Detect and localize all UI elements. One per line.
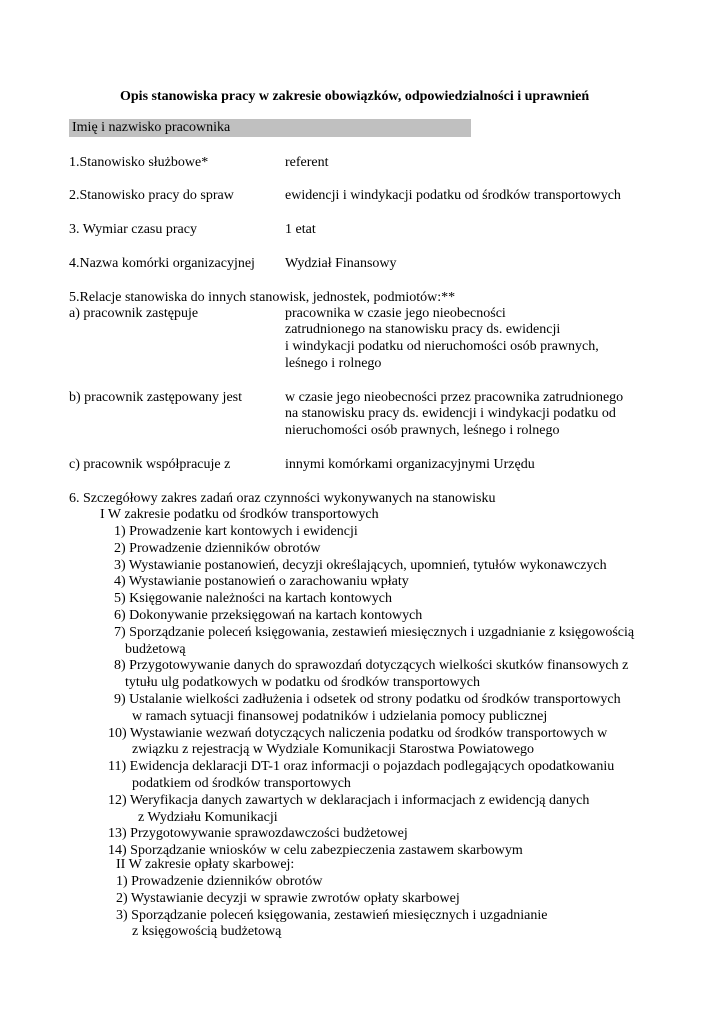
duty-item-continuation: tytułu ulg podatkowych w podatku od środków transportowych — [125, 675, 481, 690]
duty-item: 11) Ewidencja deklaracji DT-1 oraz informacji o pojazdach podlegających opodatkowaniu — [108, 759, 615, 774]
duty-item-continuation: z Wydziału Komunikacji — [138, 810, 278, 825]
duty-item-continuation: podatkiem od środków transportowych — [132, 776, 351, 791]
relation-a-line: i windykacji podatku od nieruchomości osób prawnych, — [285, 339, 599, 354]
relations-heading: 5.Relacje stanowiska do innych stanowisk, jednostek, podmiotów:** — [69, 290, 456, 305]
duty-item: 12) Weryfikacja danych zawartych w deklaracjach i informacjach z ewidencją danych — [108, 793, 590, 808]
duty-item: 3) Wystawianie postanowień, decyzji określających, upomnień, tytułów wykonawczych — [114, 558, 607, 573]
field-value: ewidencji i windykacji podatku od środków transportowych — [285, 188, 621, 203]
duty-item-continuation: budżetową — [125, 642, 186, 657]
relation-b-label: b) pracownik zastępowany jest — [69, 390, 242, 405]
relation-c-label: c) pracownik współpracuje z — [69, 457, 231, 472]
field-label: 4.Nazwa komórki organizacyjnej — [69, 256, 255, 271]
duty-item: 2) Wystawianie decyzji w sprawie zwrotów opłaty skarbowej — [116, 891, 460, 906]
duties-section-2: II W zakresie opłaty skarbowej: — [116, 857, 295, 872]
duty-item: 3) Sporządzanie poleceń księgowania, zestawień miesięcznych i uzgadnianie — [116, 908, 548, 923]
duty-item: 4) Wystawianie postanowień o zarachowaniu wpłaty — [114, 574, 409, 589]
duty-item: 5) Księgowanie należności na kartach kontowych — [114, 591, 392, 606]
relation-b-line: nieruchomości osób prawnych, leśnego i rolnego — [285, 423, 560, 438]
relation-a-line: leśnego i rolnego — [285, 356, 382, 371]
field-label: 2.Stanowisko pracy do spraw — [69, 188, 234, 203]
duty-item: 14) Sporządzanie wniosków w celu zabezpieczenia zastawem skarbowym — [108, 843, 523, 858]
field-label: 1.Stanowisko służbowe* — [69, 155, 209, 170]
field-value: Wydział Finansowy — [285, 256, 397, 271]
relation-b-line: na stanowisku pracy ds. ewidencji i windykacji podatku od — [285, 406, 616, 421]
duty-item-continuation: w ramach sytuacji finansowej podatników i udzielania pomocy publicznej — [132, 709, 548, 724]
duty-item-continuation: związku z rejestracją w Wydziale Komunikacji Starostwa Powiatowego — [132, 742, 535, 757]
duty-item: 1) Prowadzenie dzienników obrotów — [116, 874, 323, 889]
relation-a-label: a) pracownik zastępuje — [69, 306, 199, 321]
duty-item: 1) Prowadzenie kart kontowych i ewidencji — [114, 524, 358, 539]
field-value: 1 etat — [285, 222, 316, 237]
duty-item: 13) Przygotowywanie sprawozdawczości budżetowej — [108, 826, 408, 841]
relation-c-value: innymi komórkami organizacyjnymi Urzędu — [285, 457, 535, 472]
document-title: Opis stanowiska pracy w zakresie obowiązków, odpowiedzialności i uprawnień — [120, 89, 590, 104]
relation-a-line: zatrudnionego na stanowisku pracy ds. ewidencji — [285, 322, 561, 337]
employee-name-label: Imię i nazwisko pracownika — [72, 120, 231, 135]
duty-item: 9) Ustalanie wielkości zadłużenia i odsetek od strony podatku od środków transportowych — [114, 692, 621, 707]
field-value: referent — [285, 155, 329, 170]
field-label: 3. Wymiar czasu pracy — [69, 222, 197, 237]
duty-item: 8) Przygotowywanie danych do sprawozdań dotyczących wielkości skutków finansowych z — [114, 658, 629, 673]
duties-heading: 6. Szczegółowy zakres zadań oraz czynności wykonywanych na stanowisku — [69, 491, 496, 506]
duty-item: 2) Prowadzenie dzienników obrotów — [114, 541, 321, 556]
relation-b-line: w czasie jego nieobecności przez pracownika zatrudnionego — [285, 390, 624, 405]
duty-item: 7) Sporządzanie poleceń księgowania, zestawień miesięcznych i uzgadnianie z księgowością — [114, 625, 635, 640]
duty-item: 10) Wystawianie wezwań dotyczących naliczenia podatku od środków transportowych w — [108, 726, 608, 741]
relation-a-line: pracownika w czasie jego nieobecności — [285, 306, 506, 321]
duties-section-1: I W zakresie podatku od środków transportowych — [100, 507, 379, 522]
duty-item: 6) Dokonywanie przeksięgowań na kartach kontowych — [114, 608, 423, 623]
duty-item-continuation: z księgowością budżetową — [132, 924, 282, 939]
